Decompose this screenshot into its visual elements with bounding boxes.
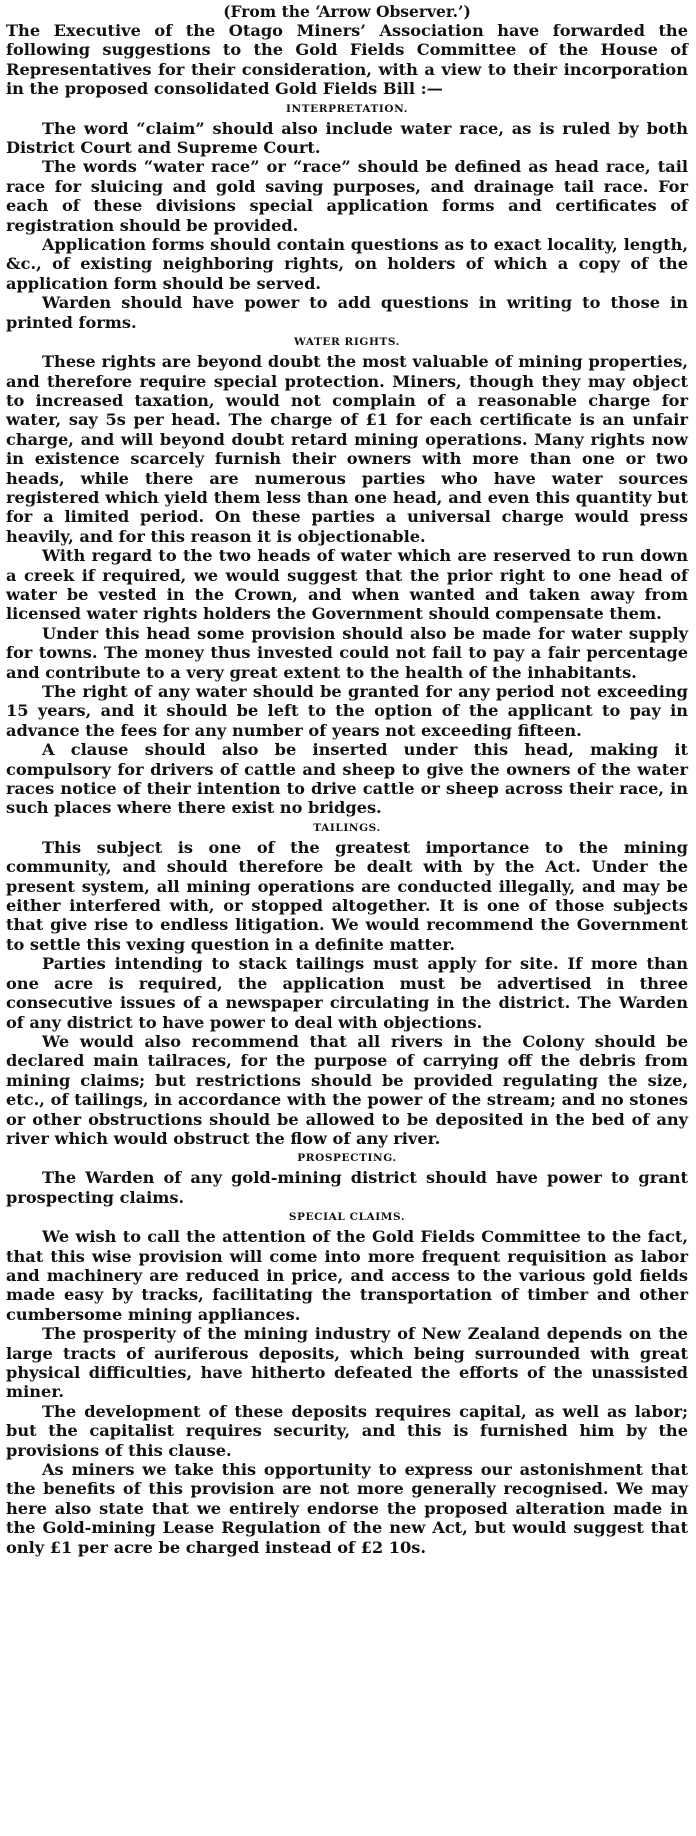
paragraph: We would also recommend that all rivers in the Colony should be declared main tailraces, for the purpose of carrying off the debris from mining claims; but restrictions should be provided regulating the size, etc., of tailings, in accordance with the power of the stream; and no stones or other obstructions should be allowed to be deposited in the bed of any river which would obstruct the flow of any river.	[6, 1031, 688, 1148]
paragraph: Under this head some provision should also be made for water supply for towns. The money thus invested could not fail to pay a fair percentage and contribute to a very great extent to the health of the inhabitants.	[6, 623, 688, 682]
section-heading: TAILINGS.	[313, 821, 381, 834]
paragraph: The Warden of any gold-mining district should have power to grant prospecting claims.	[6, 1168, 688, 1207]
paragraph: Warden should have power to add questions in writing to those in printed forms.	[6, 293, 688, 332]
intro-paragraph: The Executive of the Otago Miners’ Association have forwarded the following suggestions to the Gold Fields Committee of the House of Representatives for their consideration, with a view to their incorporation in the proposed consolidated Gold Fields Bill :—	[6, 21, 688, 99]
section-tailings	[6, 821, 688, 1149]
paragraph: With regard to the two heads of water which are reserved to run down a creek if required, we would suggest that the prior right to one head of water be vested in the Crown, and when wanted and taken away from licensed water rights holders the Government should compensate them.	[6, 546, 688, 624]
paragraph: The development of these deposits requires capital, as well as labor; but the capitalist requires security, and this is furnished him by the provisions of this clause.	[6, 1401, 688, 1460]
section-heading: SPECIAL CLAIMS.	[288, 1211, 406, 1224]
paragraph: A clause should also be inserted under this head, making it compulsory for drivers of cattle and sheep to give the owners of the water races notice of their intention to drive cattle or sheep across their race, in such places where there exist no bridges.	[6, 740, 688, 818]
section-heading: PROSPECTING.	[297, 1152, 397, 1165]
paragraph: Parties intending to stack tailings must apply for site. If more than one acre is required, the application must be advertised in three consecutive issues of a newspaper circulating in the district. The Warden of any district to have power to deal with objections.	[6, 954, 688, 1032]
paragraph: The words “water race” or “race” should be defined as head race, tail race for sluicing and gold saving purposes, and drainage tail race. For each of these divisions special application forms and certificates of registration should be provided.	[6, 157, 688, 235]
paragraph: The word “claim” should also include water race, as is ruled by both District Court and Supreme Court.	[6, 118, 688, 158]
section-heading: WATER RIGHTS.	[294, 336, 400, 349]
paragraph: As miners we take this opportunity to express our astonishment that the benefits of this provision are not more generally recognised. We may here also state that we entirely endorse the proposed alteration made in the Gold-mining Lease Regulation of the new Act, but would suggest that only £1 per acre be charged instead of £2 10s.	[6, 1460, 688, 1557]
section-water-rights	[6, 335, 688, 818]
source-line: (From the ‘Arrow Observer.’)	[223, 2, 471, 21]
section-interpretation	[6, 102, 688, 332]
paragraph: This subject is one of the greatest importance to the mining community, and should therefore be dealt with by the Act. Under the present system, all mining operations are conducted illegally, and may be either interfered with, or stopped altogether. It is one of those subjects that give rise to endless litigation. We would recommend the Government to settle this vexing question in a definite matter.	[6, 837, 688, 954]
section-special-claims	[6, 1210, 688, 1557]
paragraph: These rights are beyond doubt the most valuable of mining properties, and therefore require special protection. Miners, though they may object to increased taxation, would not complain of a reasonable charge for water, say 5s per head. The charge of £1 for each certificate is an unfair charge, and will beyond doubt retard mining operations. Many rights now in existence scarcely furnish their owners with more than one or two heads, while there are numerous parties who have water sources registered which yield them less than one head, and even this quantity but for a limited period. On these parties a universal charge would press heavily, and for this reason it is objectionable.	[6, 352, 688, 546]
paragraph: The right of any water should be granted for any period not exceeding 15 years, and it should be left to the option of the applicant to pay in advance the fees for any number of years not exceeding fifteen.	[6, 682, 688, 740]
paragraph: The prosperity of the mining industry of New Zealand depends on the large tracts of auriferous deposits, which being surrounded with great physical difficulties, have hitherto defeated the efforts of the unassisted miner.	[6, 1324, 688, 1402]
section-prospecting	[6, 1151, 688, 1207]
section-heading: INTERPRETATION.	[286, 102, 408, 115]
paragraph: Application forms should contain questions as to exact locality, length, &c., of existing neighboring rights, on holders of which a copy of the application form should be served.	[6, 235, 688, 293]
paragraph: We wish to call the attention of the Gold Fields Committee to the fact, that this wise provision will come into more frequent requisition as labor and machinery are reduced in price, and access to the various gold fields made easy by tracks, facilitating the transportation of timber and other cumbersome mining appliances.	[6, 1227, 688, 1324]
